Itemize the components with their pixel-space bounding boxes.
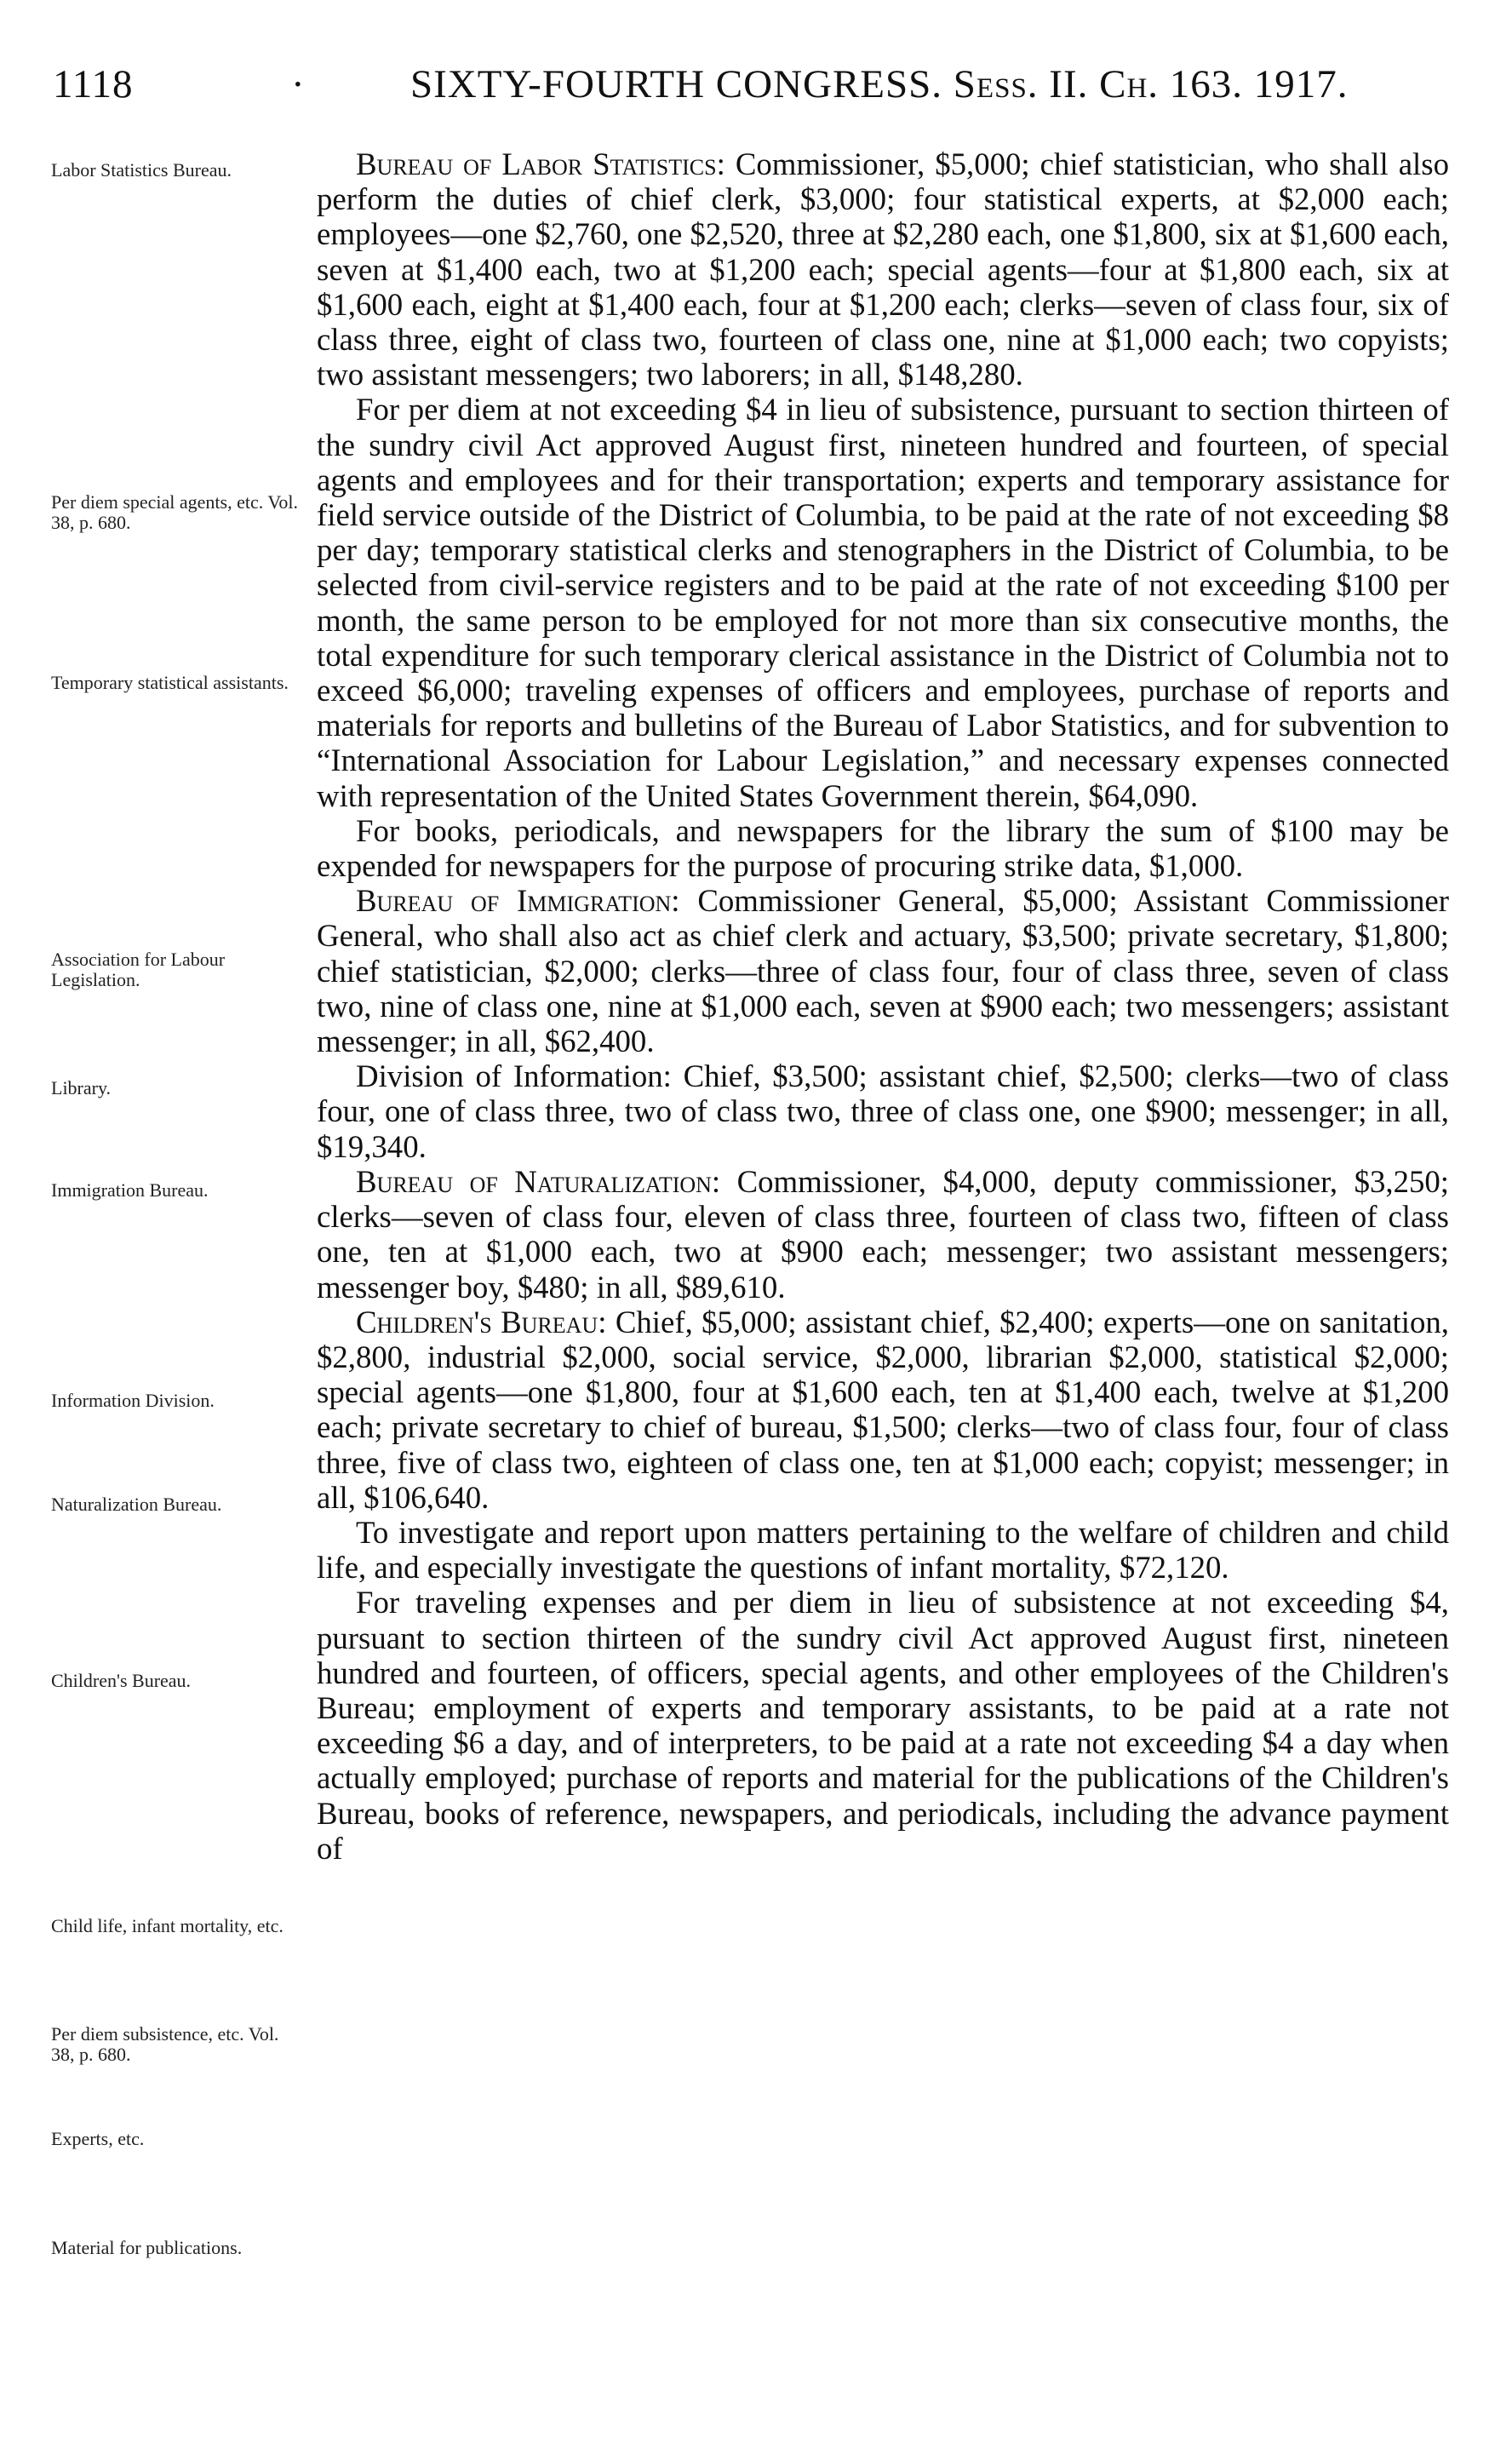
page-number: 1118 xyxy=(53,62,134,106)
paragraph-text: For traveling expenses and per diem in lieu of subsistence at not exceeding $4, pursuant to section thirteen of the sundry civil Act approved August first, nineteen hundred and fourteen, of officers, special agents, and other employees of the Children's Bureau; employment of experts and temporary assistants, to be paid at a rate not exceeding $6 a day, and of interpreters, to be paid at a rate not exceeding $4 a day when actually employed; purchase of reports and material for the publications of the Children's Bureau, books of reference, newspapers, and periodicals, including the advance payment of xyxy=(317,1585,1449,1866)
session-label: Sess. II. xyxy=(953,62,1089,106)
margin-note-per-diem: Per diem special agents, etc. Vol. 38, p. 680. xyxy=(51,491,299,533)
paragraph-text: : Chief, $5,000; assistant chief, $2,400; experts—one on sanitation, $2,800, industrial $2,000, social service, $2,000, librarian $2,000, statistical $2,000; special agents—one $1,800, four at $1,600 each, ten at $1,400 each, twelve at $1,200 each; private secretary to chief of bureau, $1,500; clerks—two of class four, four of class three, five of class two, eighteen of class one, ten at $1,000 each; copyist; messenger; in all, $106,640. xyxy=(317,1304,1449,1515)
paragraph-text: For per diem at not exceeding $4 in lieu of subsistence, pursuant to section thirteen of the sundry civil Act approved August first, nineteen hundred and fourteen, of special agents and employees and for their transportation; experts and temporary assistance for field service outside of the District of Columbia, to be paid at the rate of not exceeding $8 per day; temporary statistical clerks and stenographers in the District of Columbia, to be selected from civil-service registers and to be paid at the rate of not exceeding $100 per month, the same person to be employed for not more than six consecutive months, the total expenditure for such temporary clerical assistance in the District of Columbia not to exceed $6,000; traveling expenses of officers and employees, purchase of reports and materials for reports and bulletins of the Bureau of Labor Statistics, and for subvention to “International Association for Labour Legislation,” and necessary expenses connected with representation of the United States Government therein, $64,090. xyxy=(317,392,1449,813)
page-header xyxy=(53,61,1458,121)
margin-note-labor-statistics: Labor Statistics Bureau. xyxy=(51,159,232,181)
margin-note-experts: Experts, etc. xyxy=(51,2128,145,2149)
paragraph-traveling-expenses xyxy=(317,1585,1449,1866)
year-label: 1917. xyxy=(1253,62,1349,106)
margin-note-childrens-bureau: Children's Bureau. xyxy=(51,1670,192,1691)
congress-title: SIXTY-FOURTH CONGRESS. xyxy=(410,62,943,106)
margin-note-immigration: Immigration Bureau. xyxy=(51,1179,209,1201)
paragraph-library xyxy=(317,813,1449,883)
section-heading: Bureau of Naturalization xyxy=(356,1163,712,1199)
chapter-label: Ch. 163. xyxy=(1099,62,1244,106)
section-heading: Children's Bureau xyxy=(356,1304,598,1339)
section-heading: Bureau of Immigration xyxy=(356,883,672,919)
paragraph-text: : Commissioner, $4,000, deputy commissioner, $3,250; clerks—seven of class four, eleven of class three, fourteen of class two, fifteen of class one, ten at $1,000 each, two at $900 each; messenger; two assistant messengers; messenger boy, $480; in all, $89,610. xyxy=(317,1163,1449,1305)
paragraph-information-division xyxy=(317,1058,1449,1164)
paragraph-per-diem xyxy=(317,392,1449,812)
running-title xyxy=(410,61,1349,107)
paragraph-text: : Commissioner, $5,000; chief statistician, who shall also perform the duties of chief clerk, $3,000; four statistical experts, at $2,000 each; employees—one $2,760, one $2,520, three at $2,280 each, one $1,800, six at $1,600 each, seven at $1,400 each, two at $1,200 each; special agents—four at $1,800 each, six at $1,600 each, eight at $1,400 each, four at $1,200 each; clerks—seven of class four, six of class three, eight of class two, fourteen of class one, nine at $1,000 each; two copyists; two assistant messengers; two laborers; in all, $148,280. xyxy=(317,146,1449,393)
statute-body xyxy=(317,146,1449,1866)
header-separator: · xyxy=(291,62,306,106)
margin-note-material-publications: Material for publications. xyxy=(51,2237,243,2258)
paragraph-text: For books, periodicals, and newspapers for the library the sum of $100 may be expended for newspapers for the purpose of procuring strike data, $1,000. xyxy=(317,812,1449,884)
paragraph-naturalization xyxy=(317,1164,1449,1305)
paragraph-child-life xyxy=(317,1515,1449,1585)
margin-note-temporary-assistants: Temporary statistical assistants. xyxy=(51,672,289,693)
paragraph-text: To investigate and report upon matters pertaining to the welfare of children and child life, and especially investigate the questions of infant mortality, $72,120. xyxy=(317,1514,1449,1586)
margin-note-information-division: Information Division. xyxy=(51,1390,215,1411)
margin-note-naturalization: Naturalization Bureau. xyxy=(51,1494,222,1515)
paragraph-text: : Commissioner General, $5,000; Assistant Commissioner General, who shall also act as chief clerk and actuary, $3,500; private secretary, $1,800; chief statistician, $2,000; clerks—three of class four, four of class three, seven of class two, nine of class one, nine at $1,000 each, seven at $900 each; two messengers; assistant messenger; in all, $62,400. xyxy=(317,883,1449,1059)
margin-note-per-diem-subsistence: Per diem subsistence, etc. Vol. 38, p. 680. xyxy=(51,2023,279,2065)
paragraph-childrens-bureau xyxy=(317,1305,1449,1515)
margin-note-labour-legislation: Association for Labour Legislation. xyxy=(51,949,226,990)
margin-note-library: Library. xyxy=(51,1077,112,1098)
paragraph-immigration xyxy=(317,883,1449,1058)
paragraph-text: Division of Information: Chief, $3,500; assistant chief, $2,500; clerks—two of class four, one of class three, two of class two, three of class one, one $900; messenger; in all, $19,340. xyxy=(317,1058,1449,1164)
paragraph-labor-statistics xyxy=(317,146,1449,392)
section-heading: Bureau of Labor Statistics xyxy=(356,146,717,181)
margin-note-child-life: Child life, infant mortality, etc. xyxy=(51,1915,284,1936)
